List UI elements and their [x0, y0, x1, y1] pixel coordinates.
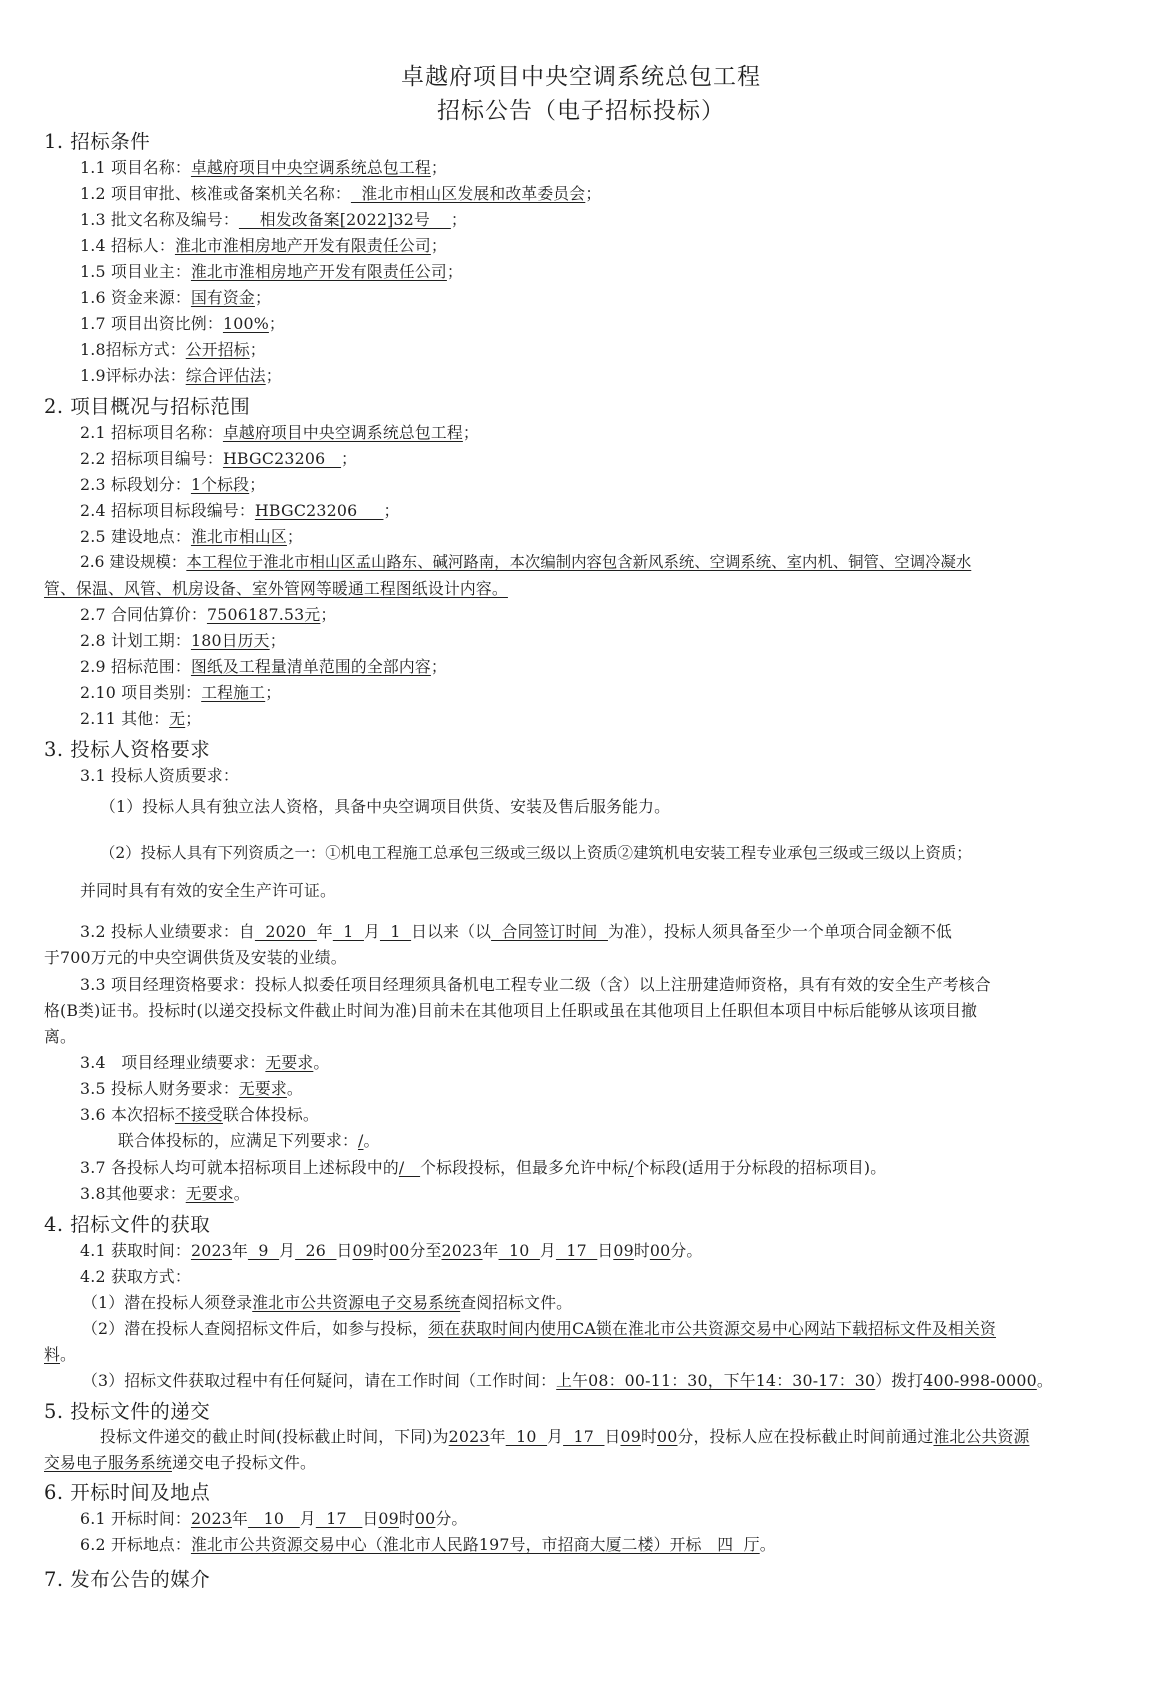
item-3-2: 3.2 投标人业绩要求：自 2020 年 1 月 1 日以来（以 合同签订时间 为准），投标人须具备至少一个单项合同金额不低	[80, 922, 953, 941]
item-3-7: 3.7 各投标人均可就本招标项目上述标段中的/ 个标段投标，但最多允许中标/个标段(适用于分标段的招标项目)。	[80, 1158, 887, 1177]
item-1-6: 1.6 资金来源：国有资金；	[80, 288, 271, 307]
item-2-3: 2.3 标段划分：1个标段；	[80, 475, 266, 494]
item-2-10: 2.10 项目类别：工程施工；	[80, 683, 282, 702]
item-2-8: 2.8 计划工期：180日历天；	[80, 631, 286, 650]
item-1-3: 1.3 批文名称及编号： 相发改备案[2022]32号 ；	[80, 210, 467, 229]
item-3-3: 3.3 项目经理资格要求：投标人拟委任项目经理须具备机电工程专业二级（含）以上注册建造师资格，具有有效的安全生产考核合	[80, 975, 991, 994]
submission-deadline-cont: 交易电子服务系统递交电子投标文件。	[44, 1453, 316, 1472]
item-3-6: 3.6 本次招标不接受联合体投标。	[80, 1105, 319, 1124]
item-1-8: 1.8招标方式：公开招标；	[80, 340, 266, 359]
item-1-2: 1.2 项目审批、核准或备案机关名称： 淮北市相山区发展和改革委员会；	[80, 184, 602, 203]
section-7-heading: 7. 发布公告的媒介	[44, 1568, 211, 1591]
section-4-heading: 4. 招标文件的获取	[44, 1213, 211, 1236]
item-2-9: 2.9 招标范围：图纸及工程量清单范围的全部内容；	[80, 657, 447, 676]
item-2-6-cont: 管、保温、风管、机房设备、室外管网等暖通工程图纸设计内容。	[44, 579, 508, 598]
item-2-6: 2.6 建设规模：本工程位于淮北市相山区孟山路东、碱河路南，本次编制内容包含新风系统、空调系统、室内机、铜管、空调冷凝水	[80, 553, 972, 571]
section-1-heading: 1. 招标条件	[44, 130, 151, 153]
item-3-1: 3.1 投标人资质要求：	[80, 766, 239, 785]
item-4-2: 4.2 获取方式：	[80, 1267, 191, 1286]
submission-deadline: 投标文件递交的截止时间(投标截止时间，下同)为2023年 10 月 17 日09时00分，投标人应在投标截止时间前通过淮北公共资源	[100, 1427, 1030, 1446]
qualification-1: （1）投标人具有独立法人资格，具备中央空调项目供货、安装及售后服务能力。	[100, 797, 671, 816]
section-3-heading: 3. 投标人资格要求	[44, 738, 211, 761]
qualification-2: （2）投标人具有下列资质之一：①机电工程施工总承包三级或三级以上资质②建筑机电安装工程专业承包三级或三级以上资质；	[100, 844, 972, 862]
item-3-5: 3.5 投标人财务要求：无要求。	[80, 1079, 303, 1098]
method-1: （1）潜在投标人须登录淮北市公共资源电子交易系统查阅招标文件。	[82, 1293, 573, 1312]
item-1-9: 1.9评标办法：综合评估法；	[80, 366, 282, 385]
section-5-heading: 5. 投标文件的递交	[44, 1400, 211, 1423]
item-6-2: 6.2 开标地点：淮北市公共资源交易中心（淮北市人民路197号，市招商大厦二楼）开标 四 厅。	[80, 1535, 776, 1554]
item-3-8: 3.8其他要求：无要求。	[80, 1184, 250, 1203]
item-1-7: 1.7 项目出资比例：100%；	[80, 314, 285, 333]
item-2-11: 2.11 其他：无；	[80, 709, 202, 728]
item-2-2: 2.2 招标项目编号：HBGC23206 ；	[80, 449, 358, 468]
item-3-2-cont: 于700万元的中央空调供货及安装的业绩。	[44, 948, 347, 967]
section-2-heading: 2. 项目概况与招标范围	[44, 395, 251, 418]
item-2-1: 2.1 招标项目名称：卓越府项目中央空调系统总包工程；	[80, 423, 479, 442]
doc-subtitle: 招标公告（电子招标投标）	[437, 98, 725, 124]
method-2-cont: 料。	[44, 1345, 76, 1364]
item-2-7: 2.7 合同估算价：7506187.53元；	[80, 605, 337, 624]
doc-title: 卓越府项目中央空调系统总包工程	[401, 64, 761, 90]
method-3: （3）招标文件获取过程中有任何疑问，请在工作时间（工作时间：上午08：00-11：30，下午14：30-17：30）拨打400-998-0000。	[82, 1371, 1053, 1390]
item-1-4: 1.4 招标人：淮北市淮相房地产开发有限责任公司；	[80, 236, 447, 255]
item-6-1: 6.1 开标时间：2023年 10 月 17 日09时00分。	[80, 1509, 468, 1528]
qualification-2-cont: 并同时具有有效的安全生产许可证。	[80, 881, 336, 900]
item-3-4: 3.4 项目经理业绩要求：无要求。	[80, 1053, 330, 1072]
item-3-6-consortium: 联合体投标的，应满足下列要求：/。	[118, 1131, 380, 1150]
item-1-1: 1.1 项目名称：卓越府项目中央空调系统总包工程；	[80, 158, 447, 177]
item-2-5: 2.5 建设地点：淮北市相山区；	[80, 527, 303, 546]
item-1-5: 1.5 项目业主：淮北市淮相房地产开发有限责任公司；	[80, 262, 463, 281]
section-6-heading: 6. 开标时间及地点	[44, 1481, 211, 1504]
item-3-3-cont1: 格(B类)证书。投标时(以递交投标文件截止时间为准)目前未在其他项目上任职或虽在其他项目上任职但本项目中标后能够从该项目撤	[44, 1001, 978, 1020]
item-4-1: 4.1 获取时间：2023年 9 月 26 日09时00分至2023年 10 月 17 日09时00分。	[80, 1241, 703, 1260]
item-2-4: 2.4 招标项目标段编号：HBGC23206 ；	[80, 501, 400, 520]
item-3-3-cont2: 离。	[44, 1027, 76, 1046]
method-2: （2）潜在投标人查阅招标文件后，如参与投标，须在获取时间内使用CA锁在淮北市公共资源交易中心网站下载招标文件及相关资	[82, 1319, 996, 1338]
